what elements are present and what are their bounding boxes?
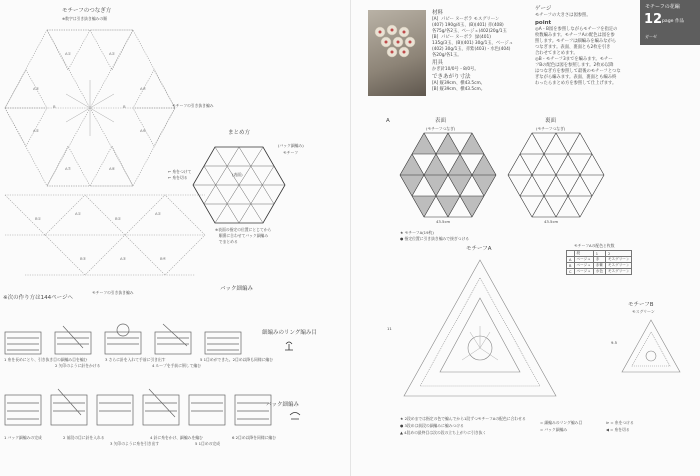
point-text: ◎A・B図を参照しながらモチーフを指定の 枚数編みます。モチーフAの配色は図を参 照します。モチーフは細編みを編みながら つなぎます。表面、裏面とも2枚を引き 合わせてまとめます。 ◎B・モチーフ3までを編みます。モチー フBの配色は図を参照します。2枚め以降 はつなぎ方を参照して最後のモチーフとつな ぎながら編みます。表面、裏面とも編み終 わったらまとめ方を参照して仕上げます。 (535, 27, 621, 86)
front-label: 表面 (435, 118, 447, 124)
step-illustrations-bottom (3, 385, 273, 435)
dim-motif-a: 11 (387, 326, 392, 331)
ring-stitch-title: 細編みのリング編み目 (262, 330, 317, 336)
step-top-3: 3 さらに針を入れて手前に引き出す (105, 357, 166, 362)
matome-title: まとめ方 (228, 130, 251, 136)
matome-center-label: (表面) (232, 172, 243, 177)
motif-join-title: モチーフのつなぎ方 (62, 8, 112, 14)
motif-b-sub: モスグリーン (632, 309, 655, 314)
svg-text:B②: B② (115, 216, 122, 221)
matome-note-3: でまとめる (215, 239, 238, 244)
svg-text:A②: A② (109, 51, 116, 56)
motif-a-label: モチーフA (466, 246, 492, 252)
svg-text:A③: A③ (120, 256, 127, 261)
table-row: A ベージュ 赤 モスグリーン (567, 257, 632, 263)
step-top-2: 2 矢印のように針をかける (55, 363, 101, 368)
size-heading: できあがり寸法 (432, 74, 471, 80)
step-bottom-2: 2 前段の目に針を入れる (63, 435, 105, 440)
size-text: [A] 縦39cm、横43.5cm。 [B] 縦39cm、横43.5cm。 (432, 81, 485, 92)
badge-sub: ガーゼ (645, 34, 657, 39)
badge-number: 12 (644, 12, 663, 27)
matome-hexagon (193, 145, 293, 225)
svg-text:A①: A① (65, 51, 72, 56)
note-bottom-2: ● 3段めは前段の細編みに編みつける (400, 423, 464, 428)
svg-text:A④: A④ (140, 86, 147, 91)
step-bottom-3: 3 矢印のように糸を引き出す (110, 441, 160, 446)
motif-b-label: モチーフB (628, 302, 654, 308)
arrow-note-1: ← 糸をつけて (168, 169, 192, 174)
back-hexagon-diagram (508, 133, 604, 217)
back-sub: (モチーフつなぎ) (536, 126, 566, 131)
back-stitch-label-2: モチーフ (283, 150, 298, 155)
svg-text:B: B (53, 104, 56, 109)
badge-section: モチーフの花編 (645, 4, 680, 10)
gauge-heading: ゲージ (535, 6, 552, 12)
arrow-note-2: ← 糸を切る (168, 175, 188, 180)
svg-text:A⑤: A⑤ (33, 128, 40, 133)
step-bottom-4: 4 針に糸をかけ、細編みを編む (150, 435, 203, 440)
page-ref: ※次の作り方は144ページへ (3, 295, 73, 301)
tools-text: かぎ針10/0号・8/0号。 (432, 67, 479, 72)
step-top-1: 1 糸を長めにとり、引き抜き目の細編み目を編む (4, 357, 88, 362)
legend-bottom-3: ⊳ = 糸をつける (606, 420, 634, 425)
legend-bottom-1: = 細編みのリング編み目 (540, 420, 583, 425)
legend-line-2: ● 指定位置に引き抜き編みで接ぎつける (400, 236, 470, 241)
table-row: B ベージュ 赤紫 モスグリーン (567, 263, 632, 269)
note-bottom-3: ▲ 4段めの最終目は次の段の立ち上がりに引き抜く (400, 430, 487, 435)
step-bottom-6: 6 2目め以降を同様に編む (232, 435, 277, 440)
step-bottom-5: 5 1目めの完成 (195, 441, 221, 446)
materials-text: [A] パピー ヌーボラ モスグリーン (407) 190g/4玉、(B)(401) 赤(408) 各75g/各2玉、ベージュ(402)20g/1玉 [B] パピー ヌーボラ 緑(401) 135g/3玉、(B)(401) 30g/1玉、ベージュ (402) 30g/1玉、赤紫(403)・水色(404) 各20g/各1玉。 (432, 17, 513, 58)
svg-text:A①: A① (75, 211, 82, 216)
back-label: 裏面 (545, 118, 557, 124)
back-stitch-small: モチーフの引き抜き編み (92, 290, 134, 295)
back-single-symbol (289, 411, 301, 421)
diagram-a-label: A (386, 118, 390, 124)
motif-a-chart (400, 256, 560, 406)
table-row: 段 1 2 (567, 251, 632, 257)
motif-join-diagram (5, 20, 345, 210)
dim-front: 43.5cm (436, 219, 451, 224)
back-single-title: バック細編み (266, 402, 300, 408)
dim-motif-b: 9.5 (611, 340, 618, 345)
svg-text:A③: A③ (33, 86, 40, 91)
svg-text:B①: B① (35, 216, 42, 221)
color-table (566, 250, 632, 275)
front-hexagon-diagram (400, 133, 496, 217)
legend-bottom-2: = バック細編み (540, 427, 568, 432)
ring-stitch-symbol (283, 340, 295, 352)
svg-text:A②: A② (155, 211, 162, 216)
step-top-5: 5 1目めができた。2目め以降も同様に編む (200, 357, 273, 362)
strip-diagram (5, 190, 205, 280)
svg-text:B: B (123, 104, 126, 109)
svg-text:A⑦: A⑦ (65, 166, 72, 171)
gauge-text: モチーフの大きさは図参照。 (535, 13, 591, 18)
point-heading: point (535, 20, 552, 26)
badge-page-label: page 作品 (662, 19, 685, 24)
table-title: モチーフAの配色と枚数 (574, 243, 615, 248)
back-stitch-caption: バック細編み (220, 286, 254, 292)
motif-b-chart (620, 318, 682, 374)
materials-heading: 材料 (432, 10, 444, 16)
matome-note-1: ※表面の指定の位置にとじてから (215, 227, 272, 232)
legend-bottom-4: ◀ = 糸を切る (606, 427, 630, 432)
tools-heading: 用具 (432, 60, 444, 66)
dim-back: 43.5cm (544, 219, 559, 224)
back-stitch-label: (バック細編み) (278, 143, 304, 148)
legend-line-1: ★ モチーフA(19枚) (400, 230, 434, 235)
front-sub: (モチーフつなぎ) (426, 126, 456, 131)
direction-note: モチーフの引き抜き編み (172, 103, 214, 108)
step-top-4: 4 ループを手前に倒して編む (152, 363, 201, 368)
table-row: C ベージュ 水色 モスグリーン (567, 269, 632, 275)
step-bottom-1: 1 バック細編みの完成 (4, 435, 42, 440)
svg-text:A⑧: A⑧ (109, 166, 116, 171)
svg-text:B④: B④ (160, 256, 167, 261)
matome-note-2: 順番に合わせてバック細編み (215, 233, 269, 238)
svg-text:B③: B③ (80, 256, 87, 261)
product-photo (368, 10, 426, 96)
svg-text:A⑥: A⑥ (140, 128, 147, 133)
section-badge (640, 0, 700, 45)
motif-join-note: ※数字は引き抜き編みの順 (62, 16, 107, 21)
note-bottom-1: ★ 2段めまでは指定の色で編んでから1段ずつモチーフAの配色に合わせる (400, 416, 526, 421)
